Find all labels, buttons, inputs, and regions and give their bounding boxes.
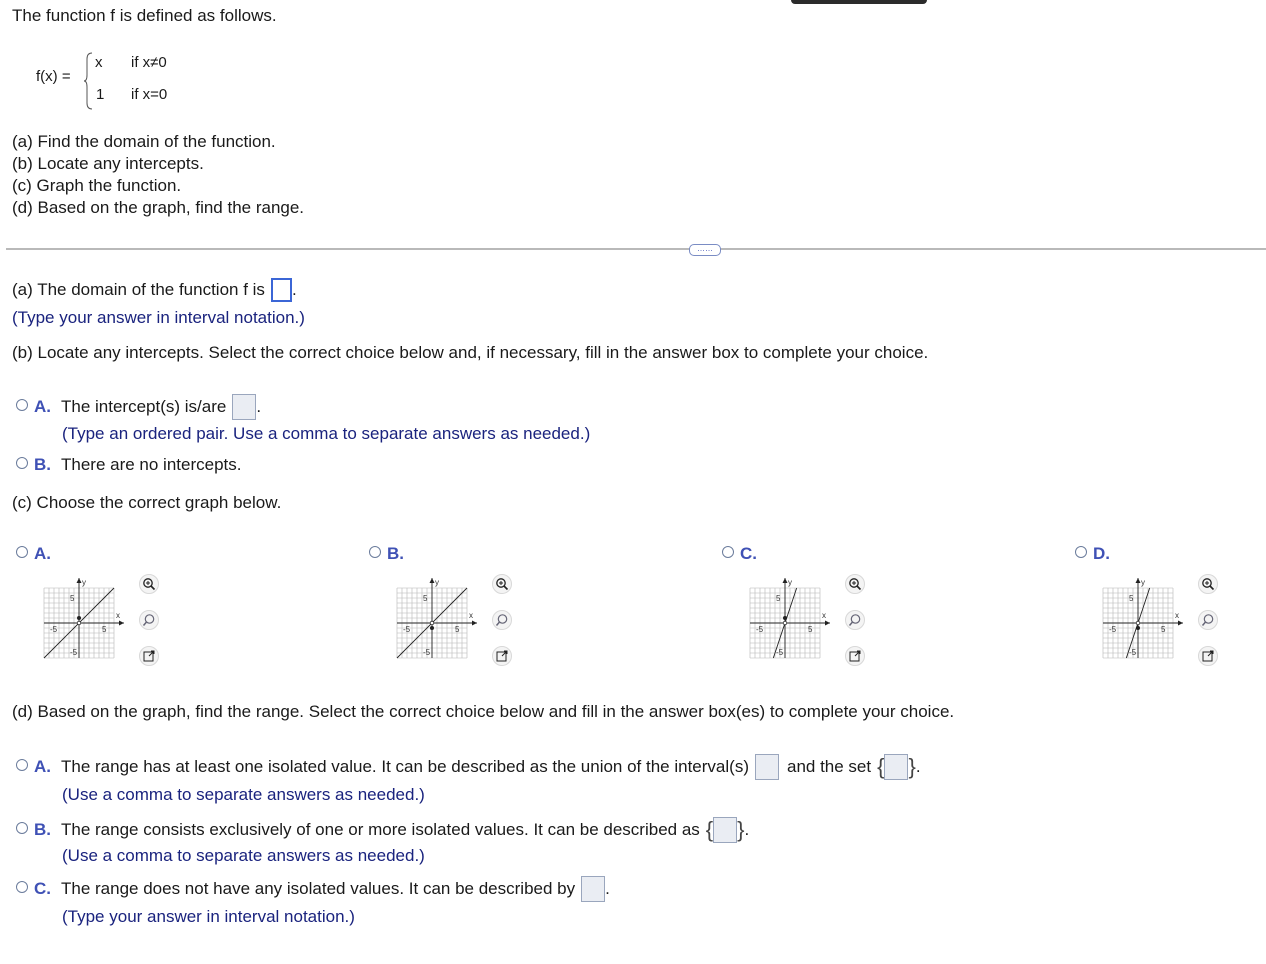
option-letter: A. (34, 757, 51, 776)
task-a: (a) Find the domain of the function. (12, 132, 276, 151)
option-letter: C. (740, 544, 757, 563)
option-letter: B. (34, 820, 51, 839)
task-c: (c) Graph the function. (12, 176, 182, 195)
show-more-button[interactable]: …… (689, 244, 721, 256)
y-tick-label: -5 (423, 648, 431, 657)
range-option-b-hint: (Use a comma to separate answers as needed.) (62, 846, 425, 865)
x-axis-arrow (472, 621, 477, 626)
y-tick-label: 5 (423, 594, 428, 603)
zoom-in-icon[interactable] (139, 574, 159, 594)
closed-point (77, 616, 81, 620)
section-divider (6, 248, 1266, 250)
zoom-out-icon[interactable] (845, 610, 865, 630)
x-tick-label: -5 (1109, 625, 1117, 634)
fx-label: f(x) = (36, 68, 71, 85)
open-point (1136, 621, 1140, 625)
task-d: (d) Based on the graph, find the range. (12, 198, 305, 217)
x-axis-arrow (1178, 621, 1183, 626)
y-tick-label: -5 (776, 648, 784, 657)
option-period: . (915, 757, 921, 776)
part-b-prompt: (b) Locate any intercepts. Select the correct choice below and, if necessary, fill in the answer box to complete your choice. (12, 343, 929, 362)
zoom-in-icon[interactable] (1198, 574, 1218, 594)
zoom-out-icon[interactable] (492, 610, 512, 630)
x-tick-label: 5 (455, 625, 460, 634)
top-toolbar-handle (791, 0, 927, 4)
option-text: There are no intercepts. (61, 455, 242, 474)
graph-plot (40, 574, 140, 674)
option-text: The intercept(s) is/are (61, 397, 227, 416)
y-axis-arrow (783, 578, 788, 583)
open-brace: { (705, 817, 714, 842)
x-axis-label: x (822, 611, 826, 620)
task-b: (b) Locate any intercepts. (12, 154, 204, 173)
option-letter: A. (34, 544, 51, 563)
closed-point (430, 626, 434, 630)
close-brace: } (737, 817, 745, 842)
open-point (783, 621, 787, 625)
radio-button[interactable] (16, 399, 28, 411)
closed-point (1136, 626, 1140, 630)
y-axis-arrow (77, 578, 82, 583)
range-option-a-hint: (Use a comma to separate answers as needed.) (62, 785, 425, 804)
radio-button[interactable] (16, 881, 28, 893)
radio-button[interactable] (16, 457, 28, 469)
y-tick-label: -5 (1129, 648, 1137, 657)
y-tick-label: 5 (776, 594, 781, 603)
option-letter: B. (34, 455, 51, 474)
y-axis-label: y (1141, 578, 1145, 587)
y-tick-label: 5 (70, 594, 75, 603)
graph-option-c[interactable] (722, 544, 757, 564)
zoom-in-icon[interactable] (845, 574, 865, 594)
x-tick-label: -5 (403, 625, 411, 634)
option-letter: C. (34, 879, 51, 898)
part-a-prompt: (a) The domain of the function f is (12, 280, 265, 299)
graph-option-a[interactable] (16, 544, 51, 564)
option-period: . (256, 397, 262, 416)
intercept-option-a[interactable] (16, 394, 261, 420)
popout-icon[interactable] (1198, 646, 1218, 666)
interval-answer-box[interactable] (755, 754, 779, 780)
set-answer-box[interactable] (713, 817, 737, 843)
intercept-option-a-hint: (Type an ordered pair. Use a comma to separate answers as needed.) (62, 424, 591, 443)
graph-plot (393, 574, 493, 674)
option-period: . (744, 820, 750, 839)
set-answer-box[interactable] (884, 754, 908, 780)
y-tick-label: 5 (1129, 594, 1134, 603)
graph-option-b[interactable] (369, 544, 404, 564)
part-a-row (12, 278, 297, 302)
open-point (430, 621, 434, 625)
case1-expression: x (95, 54, 103, 71)
y-axis-label: y (435, 578, 439, 587)
y-axis-label: y (788, 578, 792, 587)
option-period: . (605, 879, 610, 898)
zoom-out-icon[interactable] (139, 610, 159, 630)
graph-plot (1099, 574, 1199, 674)
radio-button[interactable] (16, 822, 28, 834)
radio-button[interactable] (16, 546, 28, 558)
y-tick-label: -5 (70, 648, 78, 657)
y-axis-label: y (82, 578, 86, 587)
range-option-a[interactable] (16, 754, 921, 780)
piecewise-brace (83, 52, 93, 110)
x-axis-label: x (116, 611, 120, 620)
part-a-period: . (291, 280, 297, 299)
part-a-hint: (Type your answer in interval notation.) (12, 308, 305, 327)
zoom-in-icon[interactable] (492, 574, 512, 594)
case2-condition: if x=0 (131, 86, 168, 103)
intercept-answer-box[interactable] (232, 394, 256, 420)
radio-button[interactable] (369, 546, 381, 558)
y-axis-arrow (1136, 578, 1141, 583)
option-letter: A. (34, 397, 51, 416)
range-option-c-hint: (Type your answer in interval notation.) (62, 907, 355, 926)
y-axis-arrow (430, 578, 435, 583)
radio-button[interactable] (16, 759, 28, 771)
closed-point (783, 616, 787, 620)
option-text: The range has at least one isolated value. It can be described as the union of the interval(s) (61, 757, 749, 776)
open-brace: { (877, 754, 885, 779)
case2-expression: 1 (96, 86, 105, 103)
close-brace: } (908, 754, 916, 779)
case1-condition: if x≠0 (131, 54, 167, 71)
x-tick-label: 5 (102, 625, 107, 634)
zoom-out-icon[interactable] (1198, 610, 1218, 630)
range-option-c[interactable] (16, 876, 610, 902)
part-c-prompt: (c) Choose the correct graph below. (12, 493, 282, 512)
popout-icon[interactable] (492, 646, 512, 666)
x-axis-arrow (825, 621, 830, 626)
option-mid-text: and the set (786, 757, 872, 776)
popout-icon[interactable] (139, 646, 159, 666)
option-letter: B. (387, 544, 404, 563)
domain-answer-box[interactable] (271, 278, 292, 302)
part-d-prompt: (d) Based on the graph, find the range. Select the correct choice below and fill in the answer box(es) to complete your choice. (12, 702, 955, 721)
popout-icon[interactable] (845, 646, 865, 666)
x-tick-label: -5 (50, 625, 58, 634)
x-tick-label: 5 (808, 625, 813, 634)
intercept-option-b[interactable] (16, 455, 241, 475)
problem-intro: The function f is defined as follows. (12, 6, 277, 25)
x-tick-label: -5 (756, 625, 764, 634)
graph-plot (746, 574, 846, 674)
option-text: The range does not have any isolated values. It can be described by (61, 879, 576, 898)
graph-option-d[interactable] (1075, 544, 1110, 564)
x-axis-label: x (469, 611, 473, 620)
x-axis-arrow (119, 621, 124, 626)
x-axis-label: x (1175, 611, 1179, 620)
option-text: The range consists exclusively of one or more isolated values. It can be described as (61, 820, 700, 839)
option-letter: D. (1093, 544, 1110, 563)
radio-button[interactable] (1075, 546, 1087, 558)
range-option-b[interactable] (16, 817, 749, 843)
range-interval-box[interactable] (581, 876, 605, 902)
open-point (77, 621, 81, 625)
radio-button[interactable] (722, 546, 734, 558)
x-tick-label: 5 (1161, 625, 1166, 634)
